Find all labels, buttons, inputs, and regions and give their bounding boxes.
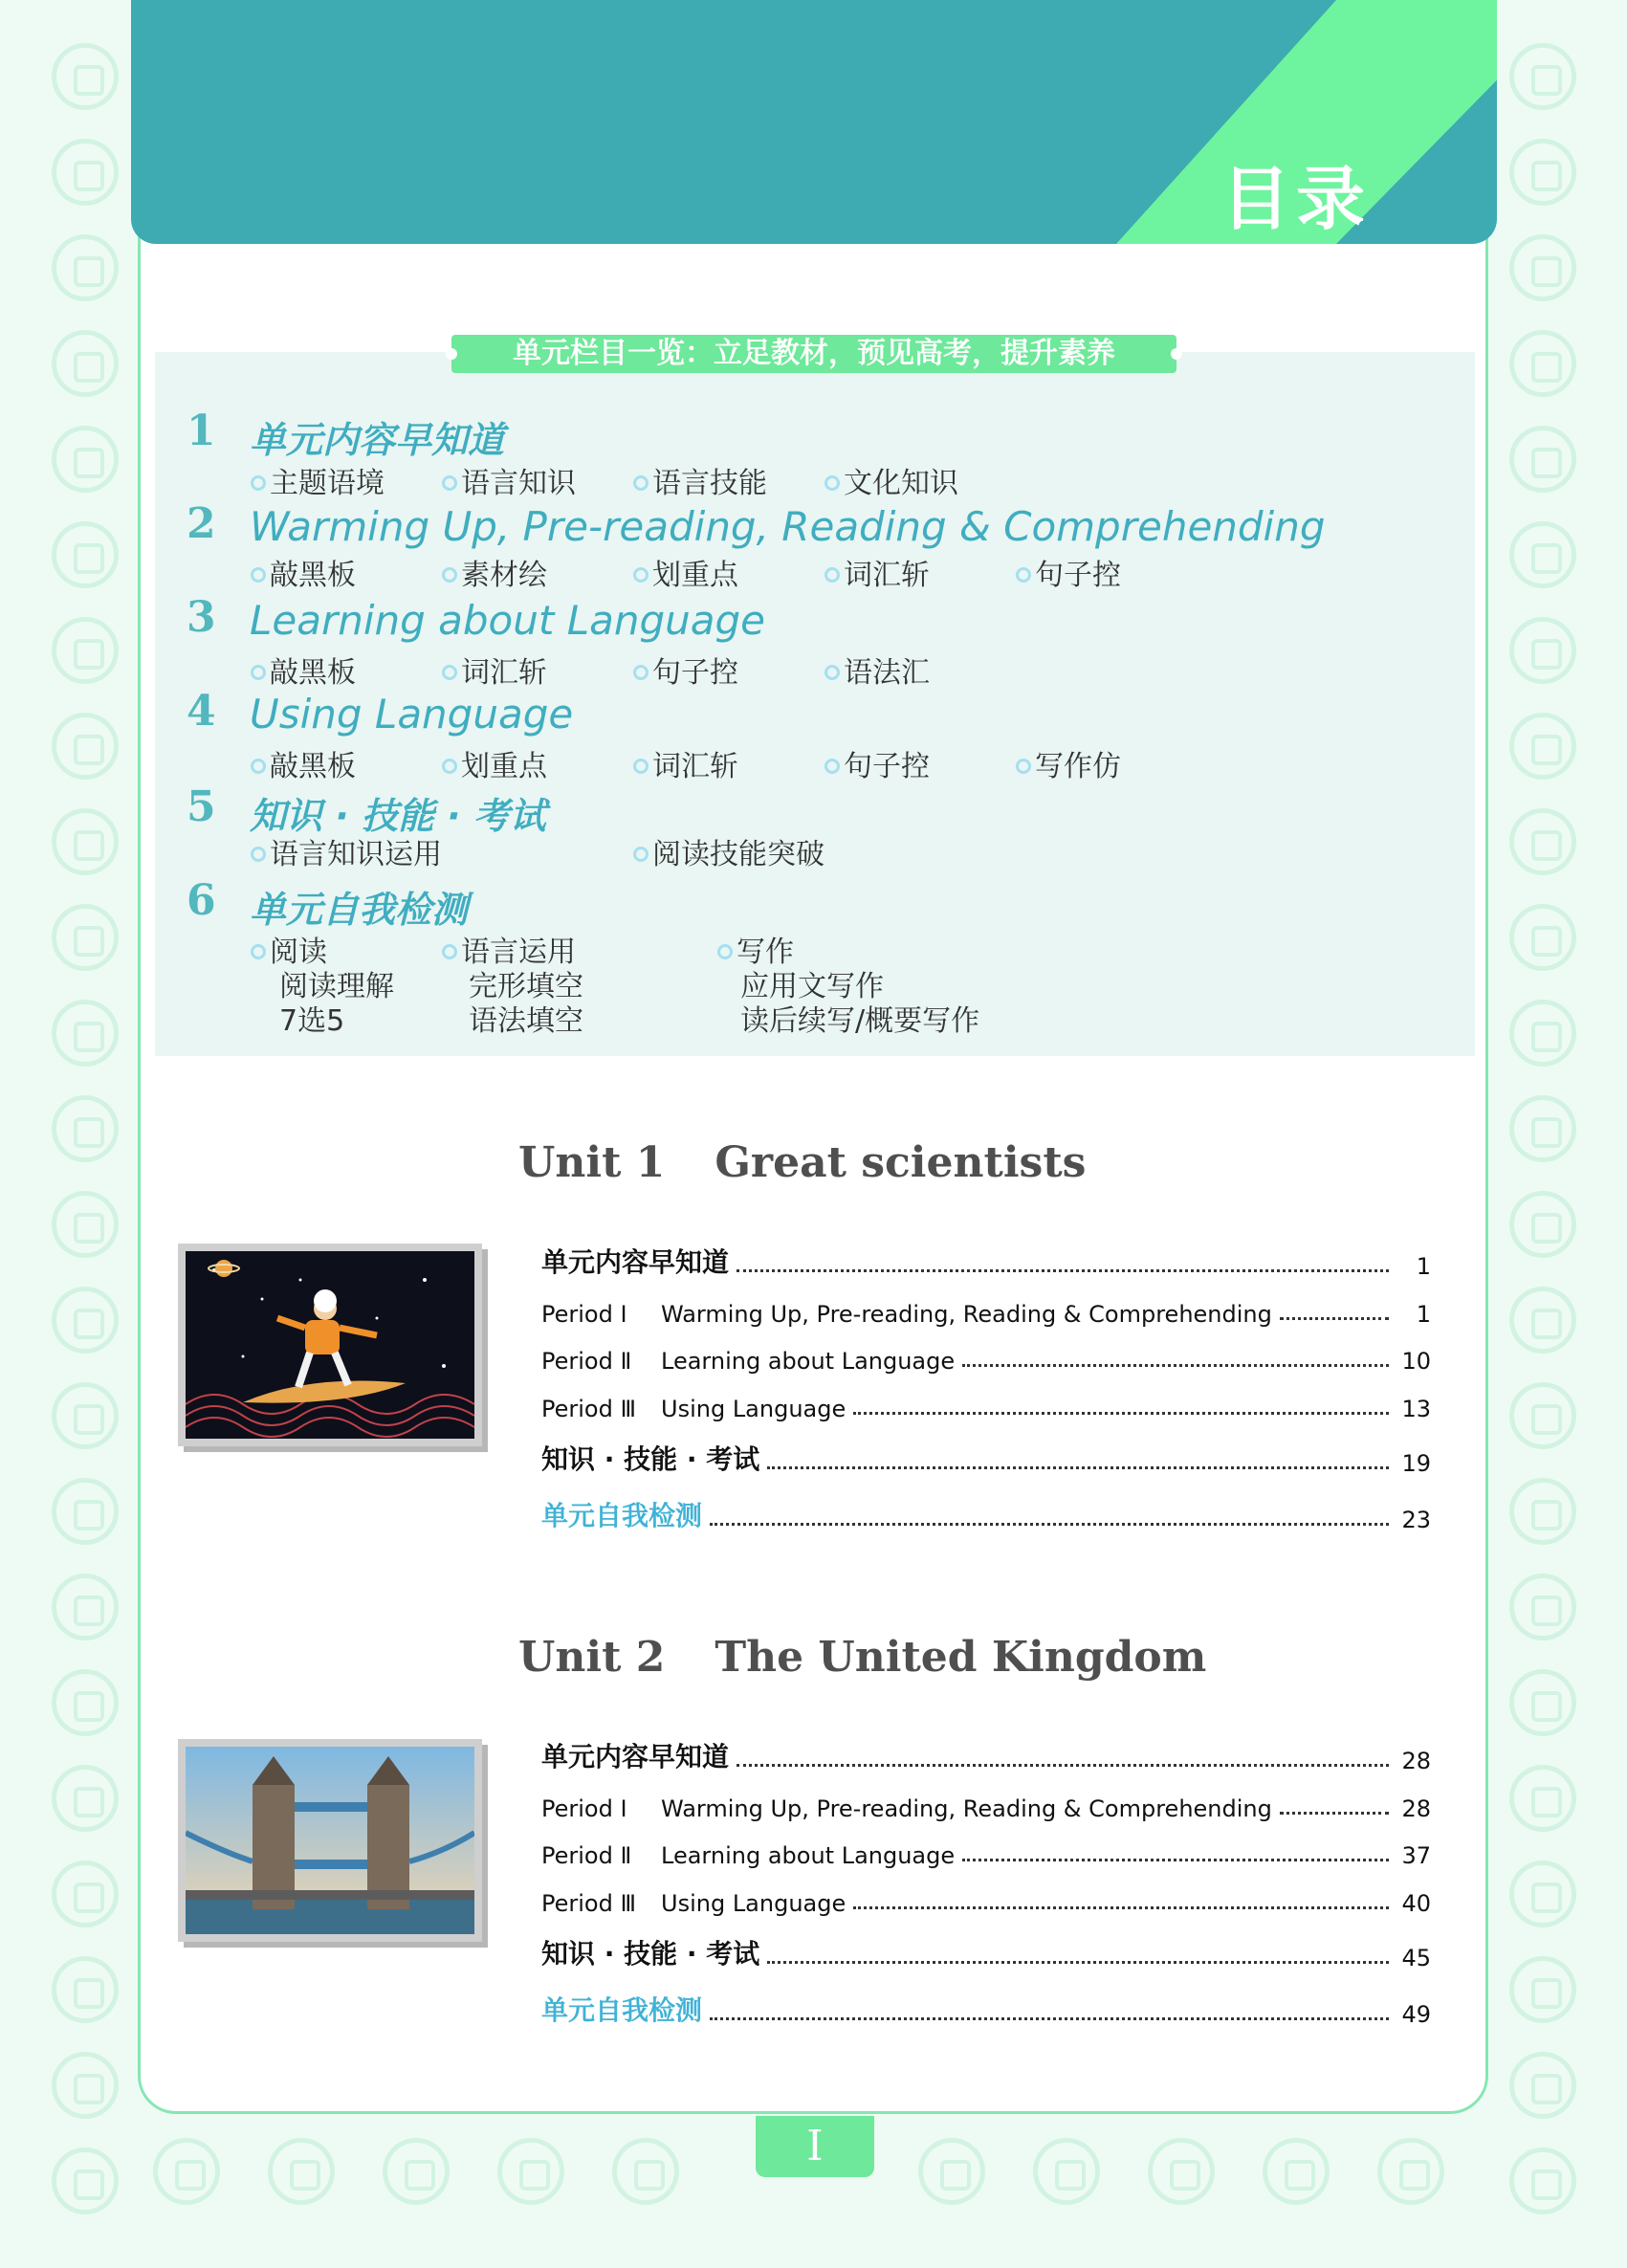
page-number: I	[756, 2116, 874, 2177]
section-group-line: 完形填空	[469, 970, 583, 1003]
toc-row[interactable]	[541, 1933, 1431, 1971]
pattern-icon	[1148, 2138, 1215, 2205]
toc-page: 49	[1401, 2001, 1431, 2028]
circle-bullet-icon	[633, 475, 649, 491]
pattern-icon	[268, 2138, 335, 2205]
circle-bullet-icon	[633, 847, 649, 862]
circle-bullet-icon	[1016, 567, 1031, 583]
pattern-icon	[52, 521, 119, 588]
pattern-icon	[1509, 1574, 1576, 1640]
section-item: 词汇斩	[633, 742, 738, 784]
circle-bullet-icon	[251, 665, 266, 680]
section-group-line: 阅读理解	[279, 970, 394, 1003]
section-item: 语言知识	[442, 459, 576, 501]
toc-period: Period Ⅱ	[541, 1842, 632, 1869]
toc-label: 单元自我检测	[541, 1994, 703, 2026]
toc-page: 37	[1401, 1842, 1431, 1869]
toc-leader	[737, 1269, 1389, 1272]
pattern-icon	[1509, 234, 1576, 301]
section-group-line: 7选5	[279, 1004, 345, 1038]
toc-row[interactable]	[541, 1384, 1431, 1422]
pattern-icon	[1509, 521, 1576, 588]
pattern-icon	[52, 139, 119, 206]
circle-bullet-icon	[442, 567, 457, 583]
pattern-icon	[52, 2052, 119, 2119]
section-item: 句子控	[824, 742, 930, 784]
unit-1-title	[518, 1138, 1086, 1187]
toc-leader	[710, 2017, 1389, 2020]
section-group-head: 阅读	[251, 928, 327, 970]
toc-leader	[962, 1859, 1389, 1861]
circle-bullet-icon	[824, 665, 840, 680]
toc-label: 单元自我检测	[541, 1500, 703, 1531]
toc-label: Warming Up, Pre-reading, Reading & Comprehending	[661, 1795, 1272, 1822]
pattern-icon	[1509, 139, 1576, 206]
toc-label: Learning about Language	[661, 1842, 956, 1869]
pattern-icon	[52, 234, 119, 301]
toc-label: 知识 · 技能 · 考试	[541, 1443, 760, 1475]
unit-number: Unit 1	[518, 1138, 666, 1187]
section-title: 知识 · 技能 · 考试	[250, 795, 546, 837]
pattern-icon	[918, 2138, 985, 2205]
circle-bullet-icon	[633, 665, 649, 680]
pattern-icon	[52, 1382, 119, 1449]
pattern-icon	[1509, 808, 1576, 875]
toc-page: 45	[1401, 1945, 1431, 1971]
pattern-icon	[1263, 2138, 1330, 2205]
pattern-icon	[52, 808, 119, 875]
toc-label: 单元内容早知道	[541, 1741, 730, 1773]
section-group-line: 应用文写作	[740, 970, 884, 1003]
section-item: 素材绘	[442, 551, 547, 593]
section-number: 2	[187, 499, 216, 548]
pattern-icon	[1509, 904, 1576, 971]
unit-2-title	[518, 1633, 1206, 1682]
unit-name: The United Kingdom	[715, 1633, 1207, 1682]
pattern-icon	[1509, 330, 1576, 397]
section-title: 单元内容早知道	[250, 419, 505, 461]
toc-page: 10	[1401, 1348, 1431, 1375]
pattern-icon	[52, 1861, 119, 1927]
pattern-icon	[1509, 426, 1576, 493]
circle-bullet-icon	[442, 665, 457, 680]
unit-2-image	[178, 1739, 482, 1942]
pattern-icon	[1509, 1669, 1576, 1736]
toc-page: 28	[1401, 1748, 1431, 1774]
toc-leader	[962, 1364, 1389, 1367]
pattern-icon	[1509, 2147, 1576, 2214]
circle-bullet-icon	[442, 944, 457, 959]
section-item: 文化知识	[824, 459, 958, 501]
section-number: 3	[187, 593, 216, 642]
toc-row[interactable]	[541, 1289, 1431, 1328]
toc-leader	[853, 1412, 1389, 1415]
pattern-icon	[1509, 617, 1576, 684]
pattern-icon	[1033, 2138, 1100, 2205]
unit-number: Unit 2	[518, 1633, 666, 1682]
circle-bullet-icon	[633, 567, 649, 583]
pattern-icon	[1509, 43, 1576, 110]
pattern-icon	[52, 2147, 119, 2214]
circle-bullet-icon	[717, 944, 733, 959]
pattern-icon	[383, 2138, 450, 2205]
pattern-icon	[1509, 1382, 1576, 1449]
pattern-icon	[52, 330, 119, 397]
circle-bullet-icon	[442, 759, 457, 774]
tower-bridge-photo-icon	[186, 1747, 474, 1934]
pattern-icon	[52, 1956, 119, 2023]
circle-bullet-icon	[824, 475, 840, 491]
toc-leader	[767, 1961, 1389, 1964]
toc-row[interactable]	[541, 1439, 1431, 1477]
toc-row[interactable]	[541, 1495, 1431, 1533]
section-group-line: 语法填空	[469, 1004, 583, 1038]
toc-row[interactable]	[541, 1784, 1431, 1822]
toc-row[interactable]	[541, 1336, 1431, 1375]
section-item: 敲黑板	[251, 649, 356, 691]
overview-banner: 单元栏目一览：立足教材，预见高考，提升素养	[451, 335, 1176, 373]
section-item: 语言技能	[633, 459, 767, 501]
circle-bullet-icon	[251, 847, 266, 862]
pattern-icon	[52, 1478, 119, 1545]
toc-page: 28	[1401, 1795, 1431, 1822]
toc-leader	[1280, 1812, 1389, 1815]
toc-label: Using Language	[661, 1890, 846, 1917]
pattern-icon	[52, 1095, 119, 1162]
pattern-icon	[52, 1765, 119, 1832]
page-title: 目录	[1221, 159, 1372, 239]
toc-period: Period Ⅲ	[541, 1396, 637, 1422]
pattern-icon	[52, 904, 119, 971]
pattern-icon	[52, 1669, 119, 1736]
section-number: 1	[187, 407, 216, 455]
toc-page: 40	[1401, 1890, 1431, 1917]
pattern-icon	[52, 617, 119, 684]
section-item: 敲黑板	[251, 742, 356, 784]
pattern-icon	[612, 2138, 679, 2205]
pattern-icon	[52, 43, 119, 110]
section-number: 4	[187, 687, 216, 736]
pattern-icon	[1509, 1000, 1576, 1067]
toc-period: Period Ⅰ	[541, 1795, 627, 1822]
toc-leader	[737, 1764, 1389, 1767]
toc-label: 单元内容早知道	[541, 1246, 730, 1278]
circle-bullet-icon	[824, 567, 840, 583]
pattern-icon	[1509, 1478, 1576, 1545]
pattern-icon	[497, 2138, 564, 2205]
section-number: 6	[187, 876, 216, 925]
section-item: 阅读技能突破	[633, 830, 824, 872]
toc-period: Period Ⅰ	[541, 1301, 627, 1328]
pattern-icon	[1509, 1095, 1576, 1162]
circle-bullet-icon	[251, 944, 266, 959]
section-number: 5	[187, 782, 216, 831]
unit-name: Great scientists	[715, 1138, 1087, 1187]
pattern-icon	[1509, 1287, 1576, 1354]
pattern-icon	[1509, 2052, 1576, 2119]
toc-label: 知识 · 技能 · 考试	[541, 1938, 760, 1970]
toc-page: 19	[1401, 1450, 1431, 1477]
pattern-icon	[52, 1191, 119, 1258]
section-item: 划重点	[442, 742, 547, 784]
toc-row[interactable]	[541, 1990, 1431, 2028]
toc-row[interactable]	[541, 1736, 1431, 1774]
section-title: Learning about Language	[250, 597, 765, 644]
toc-leader	[767, 1466, 1389, 1469]
pattern-icon	[1509, 1191, 1576, 1258]
section-item: 词汇斩	[442, 649, 547, 691]
section-item: 句子控	[1016, 551, 1121, 593]
section-group-line: 读后续写/概要写作	[740, 1004, 980, 1038]
pattern-icon	[1509, 1861, 1576, 1927]
toc-label: Warming Up, Pre-reading, Reading & Comprehending	[661, 1301, 1272, 1328]
toc-row[interactable]	[541, 1879, 1431, 1917]
header-banner	[131, 0, 1497, 244]
circle-bullet-icon	[824, 759, 840, 774]
toc-leader	[1280, 1317, 1389, 1320]
section-item: 写作仿	[1016, 742, 1121, 784]
section-item: 划重点	[633, 551, 738, 593]
pattern-icon	[1509, 1956, 1576, 2023]
toc-page: 23	[1401, 1507, 1431, 1533]
unit-1-image	[178, 1244, 482, 1446]
section-group-head: 语言运用	[442, 928, 576, 970]
pattern-icon	[52, 1287, 119, 1354]
pattern-icon	[1377, 2138, 1444, 2205]
toc-page: 1	[1416, 1301, 1431, 1328]
toc-period: Period Ⅱ	[541, 1348, 632, 1375]
section-item: 词汇斩	[824, 551, 930, 593]
toc-label: Learning about Language	[661, 1348, 956, 1375]
circle-bullet-icon	[251, 567, 266, 583]
section-title: Warming Up, Pre-reading, Reading & Comprehending	[250, 503, 1326, 550]
section-group-head: 写作	[717, 928, 794, 970]
section-title: Using Language	[250, 691, 574, 738]
section-item: 语法汇	[824, 649, 930, 691]
circle-bullet-icon	[633, 759, 649, 774]
section-item: 主题语境	[251, 459, 385, 501]
toc-leader	[853, 1906, 1389, 1909]
toc-page: 13	[1401, 1396, 1431, 1422]
pattern-icon	[52, 1000, 119, 1067]
circle-bullet-icon	[442, 475, 457, 491]
toc-page: 1	[1416, 1253, 1431, 1280]
section-item: 句子控	[633, 649, 738, 691]
toc-leader	[710, 1523, 1389, 1526]
pattern-icon	[52, 1574, 119, 1640]
toc-period: Period Ⅲ	[541, 1890, 637, 1917]
circle-bullet-icon	[251, 759, 266, 774]
pattern-icon	[1509, 713, 1576, 780]
circle-bullet-icon	[251, 475, 266, 491]
toc-label: Using Language	[661, 1396, 846, 1422]
scientist-surfing-illustration-icon	[186, 1251, 474, 1439]
section-item: 敲黑板	[251, 551, 356, 593]
pattern-icon	[1509, 1765, 1576, 1832]
toc-row[interactable]	[541, 1831, 1431, 1869]
pattern-icon	[52, 426, 119, 493]
pattern-icon	[52, 713, 119, 780]
section-item: 语言知识运用	[251, 830, 442, 872]
circle-bullet-icon	[1016, 759, 1031, 774]
toc-row[interactable]	[541, 1242, 1431, 1280]
pattern-icon	[153, 2138, 220, 2205]
section-title: 单元自我检测	[250, 889, 469, 931]
